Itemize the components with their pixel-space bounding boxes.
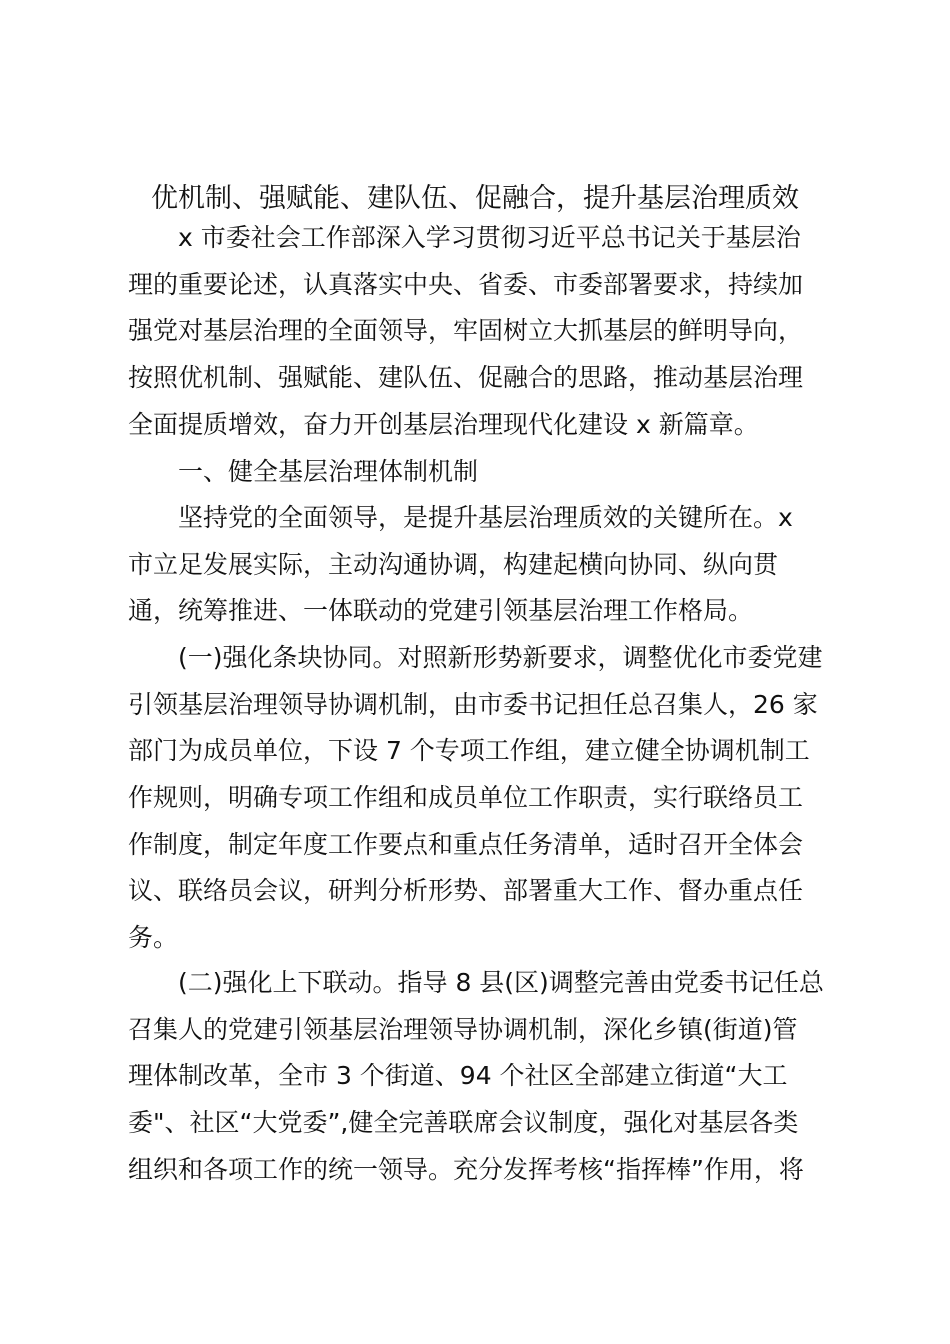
paragraph-intro-line: 强党对基层治理的全面领导，牢固树立大抓基层的鲜明导向， [128, 316, 804, 345]
section-heading: 一、健全基层治理体制机制 [178, 457, 479, 486]
paragraph-item-one-line: 作制度，制定年度工作要点和重点任务清单，适时召开全体会 [128, 830, 804, 859]
paragraph-intro-line: 理的重要论述，认真落实中央、省委、市委部署要求，持续加 [128, 270, 804, 299]
paragraph-intro-line: 按照优机制、强赋能、建队伍、促融合的思路，推动基层治理 [128, 363, 804, 392]
paragraph-item-two-line: 委"、社区“大党委”,健全完善联席会议制度，强化对基层各类 [128, 1108, 799, 1137]
paragraph-item-one-line: 务。 [128, 923, 179, 952]
document-title: 优机制、强赋能、建队伍、促融合，提升基层治理质效 [151, 183, 799, 214]
paragraph-item-one-line: 引领基层治理领导协调机制，由市委书记担任总召集人，26 家 [128, 690, 818, 719]
paragraph-intro-line: 全面提质增效，奋力开创基层治理现代化建设 x 新篇章。 [128, 410, 759, 439]
paragraph-section-line: 通，统筹推进、一体联动的党建引领基层治理工作格局。 [128, 596, 754, 625]
paragraph-item-one-line: 部门为成员单位，下设 7 个专项工作组，建立健全协调机制工 [128, 736, 810, 765]
paragraph-item-two-line: (二)强化上下联动。指导 8 县(区)调整完善由党委书记任总 [178, 968, 824, 997]
paragraph-item-two-line: 理体制改革，全市 3 个街道、94 个社区全部建立街道“大工 [128, 1061, 788, 1090]
paragraph-item-two-line: 组织和各项工作的统一领导。充分发挥考核“指挥棒”作用，将 [128, 1155, 804, 1184]
paragraph-item-one-line: 作规则，明确专项工作组和成员单位工作职责，实行联络员工 [128, 783, 804, 812]
paragraph-item-two-line: 召集人的党建引领基层治理领导协调机制，深化乡镇(街道)管 [128, 1015, 798, 1044]
paragraph-item-one-line: 议、联络员会议，研判分析形势、部署重大工作、督办重点任 [128, 876, 804, 905]
paragraph-section-line: 市立足发展实际，主动沟通协调，构建起横向协同、纵向贯 [128, 550, 779, 579]
paragraph-item-one-line: (一)强化条块协同。对照新形势新要求，调整优化市委党建 [178, 643, 823, 672]
paragraph-section-line: 坚持党的全面领导，是提升基层治理质效的关键所在。x [178, 503, 793, 532]
paragraph-intro-line: x 市委社会工作部深入学习贯彻习近平总书记关于基层治 [178, 223, 801, 252]
